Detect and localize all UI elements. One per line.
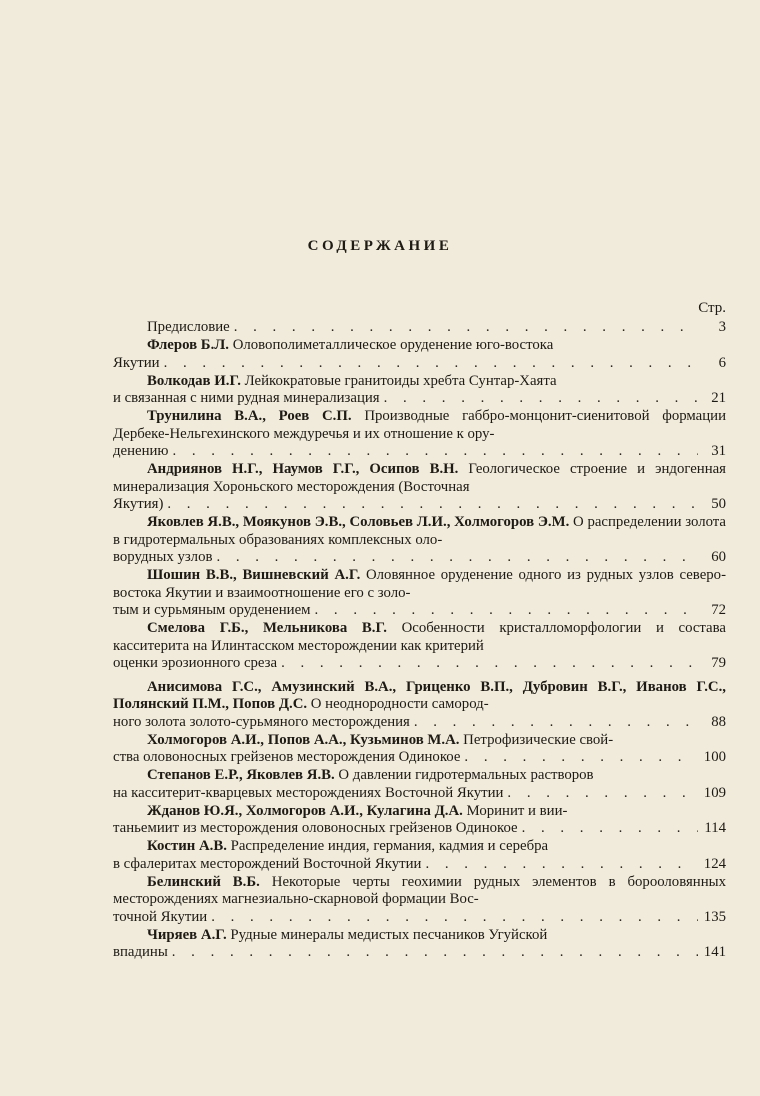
dot-leader [211, 909, 698, 927]
entry-authors: Анисимова Г.С., Амузинский В.А., Гриценко В.П., Дубровин В.Г., Иванов Г.С., Полянский П.М., Попов Д.С. [113, 678, 726, 712]
dot-leader [522, 820, 698, 838]
entry-title: Моринит и вии- [462, 802, 568, 819]
toc-entry[interactable] [113, 874, 726, 927]
entry-authors: Андриянов Н.Г., Наумов Г.Г., Осипов В.Н. [147, 461, 459, 477]
entry-authors: Яковлев Я.В., Моякунов Э.В., Соловьев Л.И., Холмогоров Э.М. [147, 514, 570, 530]
dot-leader [172, 944, 698, 962]
entry-authors: Степанов Е.Р., Яковлев Я.В. [147, 767, 335, 783]
toc-entry[interactable] [113, 679, 726, 732]
entry-authors: Чиряев А.Г. [147, 926, 227, 943]
dot-leader [281, 655, 698, 673]
entry-title: Распределение индия, германия, кадмия и серебра [226, 838, 549, 854]
toc-entry[interactable] [113, 319, 726, 337]
entry-title-end: на касситерит-кварцевых месторождениях Восточной Якутии [113, 784, 504, 801]
toc-entry[interactable] [113, 803, 726, 838]
dot-leader [216, 549, 698, 567]
entry-title: Особенности кристалломорфологии и состава касситерита на Илинтасском месторождении как критерий [113, 620, 726, 654]
dot-leader [507, 785, 698, 803]
entry-title-end: ного золота золото-сурьмяного месторождения [113, 713, 410, 730]
toc-entry[interactable] [113, 767, 726, 802]
dot-leader [315, 602, 698, 620]
entry-title: Оловополиметаллическое оруденение юго-востока [229, 337, 554, 353]
entry-title: О распределении золота в гидротермальных образованиях комплексных оло- [113, 514, 726, 548]
entry-authors: Шошин В.В., Вишневский А.Г. [147, 567, 361, 583]
toc-entry[interactable] [113, 567, 726, 620]
entry-authors: Трунилина В.А., Роев С.П. [147, 408, 352, 424]
entry-title-end: Якутии [113, 354, 160, 371]
toc-entry[interactable] [113, 838, 726, 873]
entry-title: Петрофизические свой- [459, 731, 614, 748]
entry-title-end: таньемиит из месторождения оловоносных грейзенов Одинокое [113, 820, 518, 836]
dot-leader [414, 714, 698, 732]
entry-authors: Флеров Б.Л. [147, 337, 229, 353]
entry-title: Рудные минералы медистых песчаников Угуйской [226, 926, 548, 943]
entry-title: Производные габбро-монцонит-сиенитовой формации Дербеке-Нельгехинского междуречья и их отношение к ору- [113, 408, 726, 442]
entry-page-number: 114 [704, 820, 726, 836]
entry-page-number: 72 [711, 602, 726, 618]
entry-page-number: 135 [703, 908, 726, 925]
entry-page-number: 100 [703, 749, 726, 765]
contents-heading: СОДЕРЖАНИЕ [307, 238, 453, 254]
entry-title-end: и связанная с ними рудная минерализация [113, 390, 380, 406]
entry-title: О неоднородности самород- [307, 696, 489, 712]
toc-entry[interactable] [113, 373, 726, 408]
entry-title: Предисловие [147, 319, 230, 335]
toc-entry[interactable] [113, 514, 726, 567]
entry-title-end: впадины [113, 944, 168, 960]
entry-authors: Жданов Ю.Я., Холмогоров А.И., Кулагина Д.А. [147, 802, 463, 819]
entry-title: Лейкократовые гранитоиды хребта Сунтар-Хаята [240, 372, 557, 389]
entry-page-number: 50 [711, 496, 726, 512]
table-of-contents [113, 319, 726, 962]
entry-page-number: 3 [718, 319, 726, 335]
entry-title: Некоторые черты геохимии рудных элементов в борооловянных месторождениях магнезиально-скарновой формации Вос- [113, 873, 726, 907]
entry-page-number: 141 [703, 944, 726, 960]
entry-title: Геологическое строение и эндогенная минерализация Хороньского месторождения (Восточная [113, 461, 726, 495]
toc-entry[interactable] [113, 337, 726, 372]
entry-title-end: ворудных узлов [113, 549, 213, 565]
entry-authors: Белинский В.Б. [147, 873, 260, 890]
entry-title: Оловянное оруденение одного из рудных узлов северо-востока Якутии и взаимоотношение его с золо- [113, 567, 726, 601]
entry-title: О давлении гидротермальных растворов [334, 767, 594, 783]
entry-title-end: тым и сурьмяным оруденением [113, 602, 311, 618]
entry-page-number: 31 [711, 443, 726, 459]
entry-authors: Костин А.В. [147, 838, 227, 854]
entry-title-end: денению [113, 443, 169, 459]
entry-authors: Холмогоров А.И., Попов А.А., Кузьминов М.А. [147, 731, 460, 748]
entry-authors: Волкодав И.Г. [147, 372, 241, 389]
toc-entry[interactable] [113, 927, 726, 962]
entry-title-end: в сфалеритах месторождений Восточной Якутии [113, 855, 422, 872]
toc-entry[interactable] [113, 732, 726, 767]
toc-entry[interactable] [113, 620, 726, 673]
entry-page-number: 109 [703, 784, 726, 801]
entry-page-number: 79 [711, 655, 726, 671]
dot-leader [464, 749, 698, 767]
toc-entry[interactable] [113, 408, 726, 461]
dot-leader [234, 319, 698, 337]
entry-page-number: 88 [711, 713, 726, 730]
dot-leader [384, 390, 698, 408]
entry-page-number: 60 [711, 549, 726, 565]
entry-page-number: 124 [703, 855, 726, 872]
entry-title-end: ства оловоносных грейзенов месторождения Одинокое [113, 749, 461, 765]
toc-entry[interactable] [113, 461, 726, 514]
entry-title-end: Якутия) [113, 496, 164, 512]
entry-title-end: точной Якутии [113, 908, 208, 925]
entry-authors: Смелова Г.Б., Мельникова В.Г. [147, 620, 387, 636]
entry-page-number: 6 [718, 354, 726, 371]
entry-page-number: 21 [711, 390, 726, 406]
page-column-label: Стр. [698, 300, 726, 316]
dot-leader [172, 443, 698, 461]
dot-leader [164, 355, 698, 373]
entry-title-end: оценки эрозионного среза [113, 655, 278, 671]
dot-leader [167, 496, 698, 514]
dot-leader [425, 856, 698, 874]
